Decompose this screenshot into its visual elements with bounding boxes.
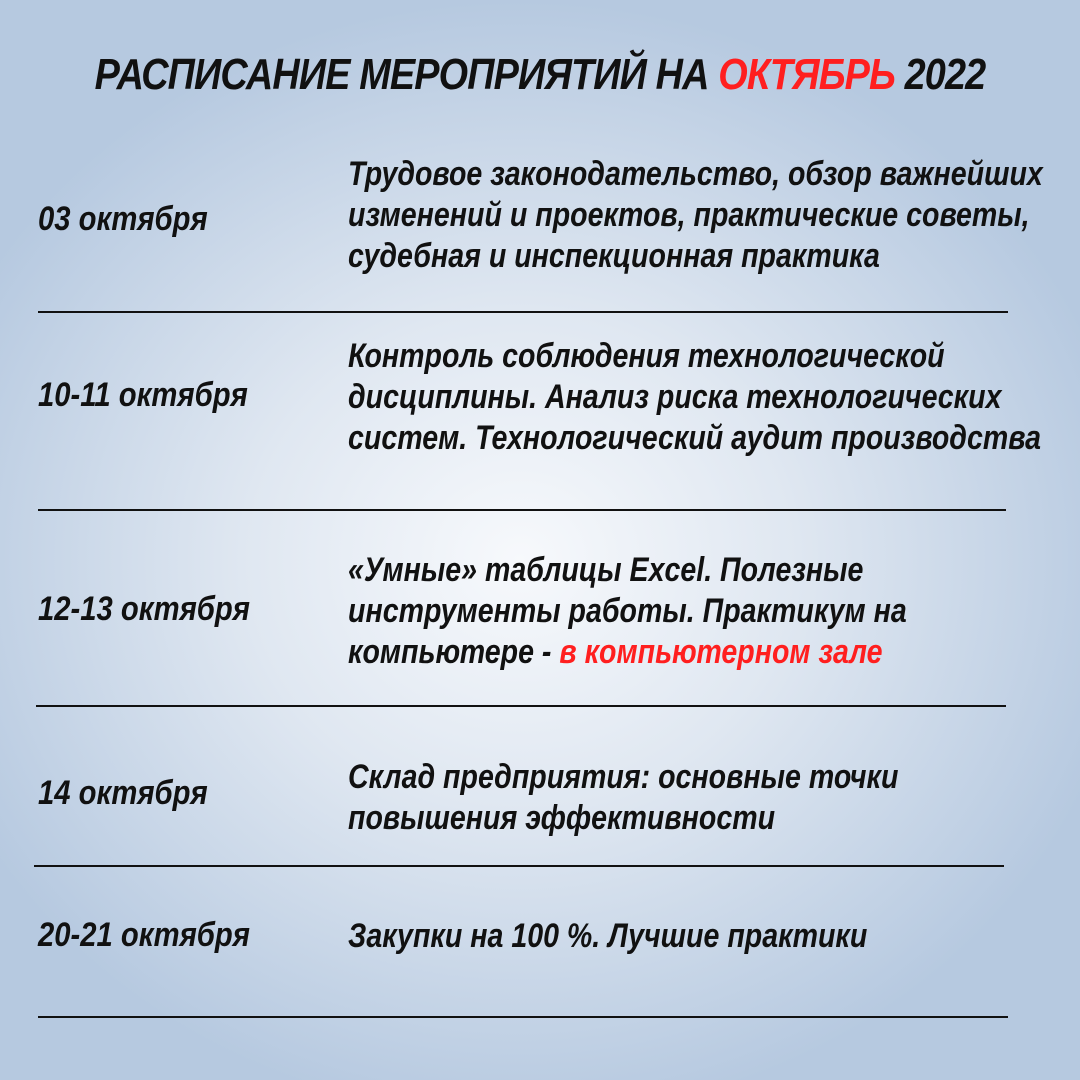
event-description-line — [348, 632, 907, 673]
event-description — [348, 757, 898, 839]
row-divider — [38, 509, 1006, 511]
event-description-line: Контроль соблюдения технологической — [348, 337, 945, 375]
title-prefix: РАСПИСАНИЕ МЕРОПРИЯТИЙ НА — [94, 50, 709, 99]
event-description — [348, 336, 1041, 459]
event-date: 14 октября — [38, 774, 208, 812]
row-divider — [38, 1016, 1008, 1018]
event-description — [348, 916, 867, 957]
event-description-line: «Умные» таблицы Excel. Полезные — [348, 551, 864, 589]
event-date: 03 октября — [38, 200, 208, 238]
row-divider — [36, 705, 1006, 707]
event-date: 20-21 октября — [38, 916, 250, 954]
row-divider — [34, 865, 1004, 867]
event-description-line: дисциплины. Анализ риска технологических — [348, 378, 1002, 416]
title-month: ОКТЯБРЬ — [718, 50, 895, 99]
location-note: в компьютерном зале — [559, 633, 883, 671]
row-divider — [38, 311, 1008, 313]
event-description-line: Склад предприятия: основные точки — [348, 758, 899, 796]
event-description-line: систем. Технологический аудит производства — [348, 419, 1041, 457]
page-title — [76, 50, 1005, 100]
event-description-line: изменений и проектов, практические советы, — [348, 196, 1030, 234]
event-date: 12-13 октября — [38, 590, 250, 628]
event-description-line: инструменты работы. Практикум на — [348, 592, 907, 630]
title-year: 2022 — [904, 50, 986, 99]
event-description — [348, 550, 907, 673]
event-description-text: компьютере - — [348, 633, 560, 671]
event-description — [348, 154, 1043, 277]
event-date: 10-11 октября — [38, 376, 248, 414]
event-description-line: судебная и инспекционная практика — [348, 237, 880, 275]
event-description-line: Закупки на 100 %. Лучшие практики — [348, 917, 868, 955]
event-description-line: повышения эффективности — [348, 799, 776, 837]
event-description-line: Трудовое законодательство, обзор важнейших — [348, 155, 1043, 193]
